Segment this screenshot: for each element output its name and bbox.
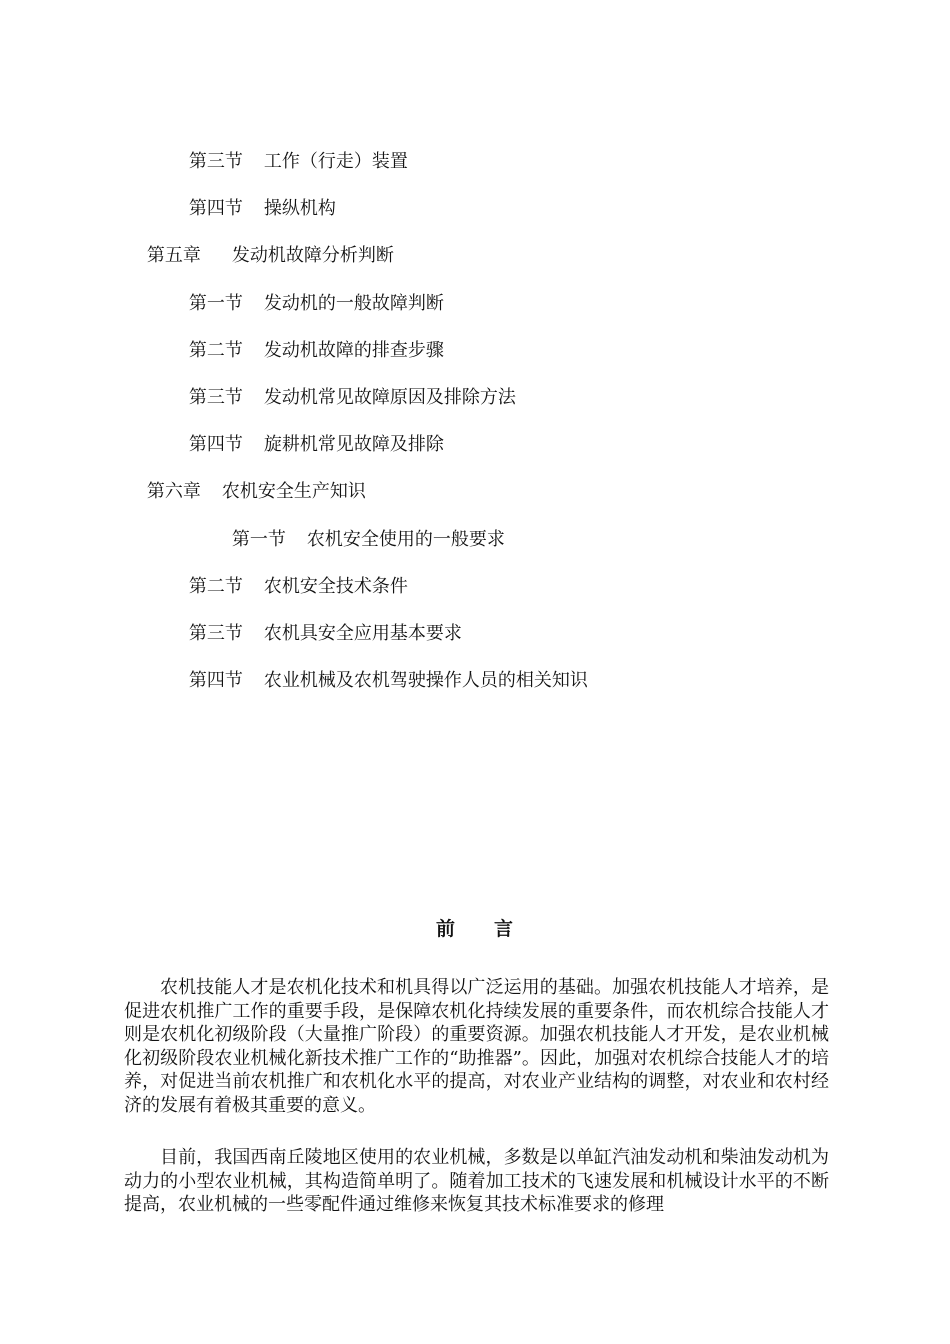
toc-entry xyxy=(166,645,588,717)
toc-label: 第四节 xyxy=(188,198,243,219)
toc-label: 第二节 xyxy=(188,340,243,361)
preface-paragraph: 农机技能人才是农机化技术和机具得以广泛运用的基础。加强农机技能人才培养，是促进农机推广工作的重要手段，是保障农机化持续发展的重要条件，而农机综合技能人才则是农机化初级阶段（大量推广阶段）的重要资源。加强农机技能人才开发，是农业机械化初级阶段农业机械化新技术推广工作的“助推器”。因此，加强对农机综合技能人才的培养，对促进当前农机推广和农机化水平的提高，对农业产业结构的调整，对农业和农村经济的发展有着极其重要的意义。 xyxy=(124,977,829,1116)
toc-label: 第三节 xyxy=(188,623,243,644)
toc-label: 第五章 xyxy=(146,245,201,266)
preface-paragraph: 目前，我国西南丘陵地区使用的农业机械，多数是以单缸汽油发动机和柴油发动机为动力的小型农业机械，其构造简单明了。随着加工技术的飞速发展和机械设计水平的不断提高，农业机械的一些零配件通过维修来恢复其技术标准要求的修理 xyxy=(124,1147,829,1215)
toc-label: 第一节 xyxy=(188,293,243,314)
toc-title: 农业机械及农机驾驶操作人员的相关知识 xyxy=(263,670,588,691)
toc-title: 工作（行走）装置 xyxy=(263,151,408,172)
toc-label: 第三节 xyxy=(188,387,243,408)
toc-title: 发动机的一般故障判断 xyxy=(263,293,444,314)
toc-title: 发动机常见故障原因及排除方法 xyxy=(263,387,516,408)
preface-heading-right: 言 xyxy=(494,918,515,940)
toc-label: 第四节 xyxy=(188,434,243,455)
toc-label: 第六章 xyxy=(146,481,201,502)
preface-heading xyxy=(0,914,950,941)
toc-title: 农机安全技术条件 xyxy=(263,576,408,597)
toc-title: 农机安全使用的一般要求 xyxy=(306,529,505,550)
toc-title: 操纵机构 xyxy=(263,198,336,219)
toc-title: 旋耕机常见故障及排除 xyxy=(263,434,444,455)
toc-label: 第二节 xyxy=(188,576,243,597)
toc-label: 第三节 xyxy=(188,151,243,172)
toc-title: 农机安全生产知识 xyxy=(221,481,366,502)
toc-label: 第一节 xyxy=(231,529,286,550)
preface-heading-left: 前 xyxy=(435,918,456,940)
toc-title: 发动机故障分析判断 xyxy=(231,245,394,266)
toc-label: 第四节 xyxy=(188,670,243,691)
toc-title: 农机具安全应用基本要求 xyxy=(263,623,462,644)
toc-title: 发动机故障的排查步骤 xyxy=(263,340,444,361)
